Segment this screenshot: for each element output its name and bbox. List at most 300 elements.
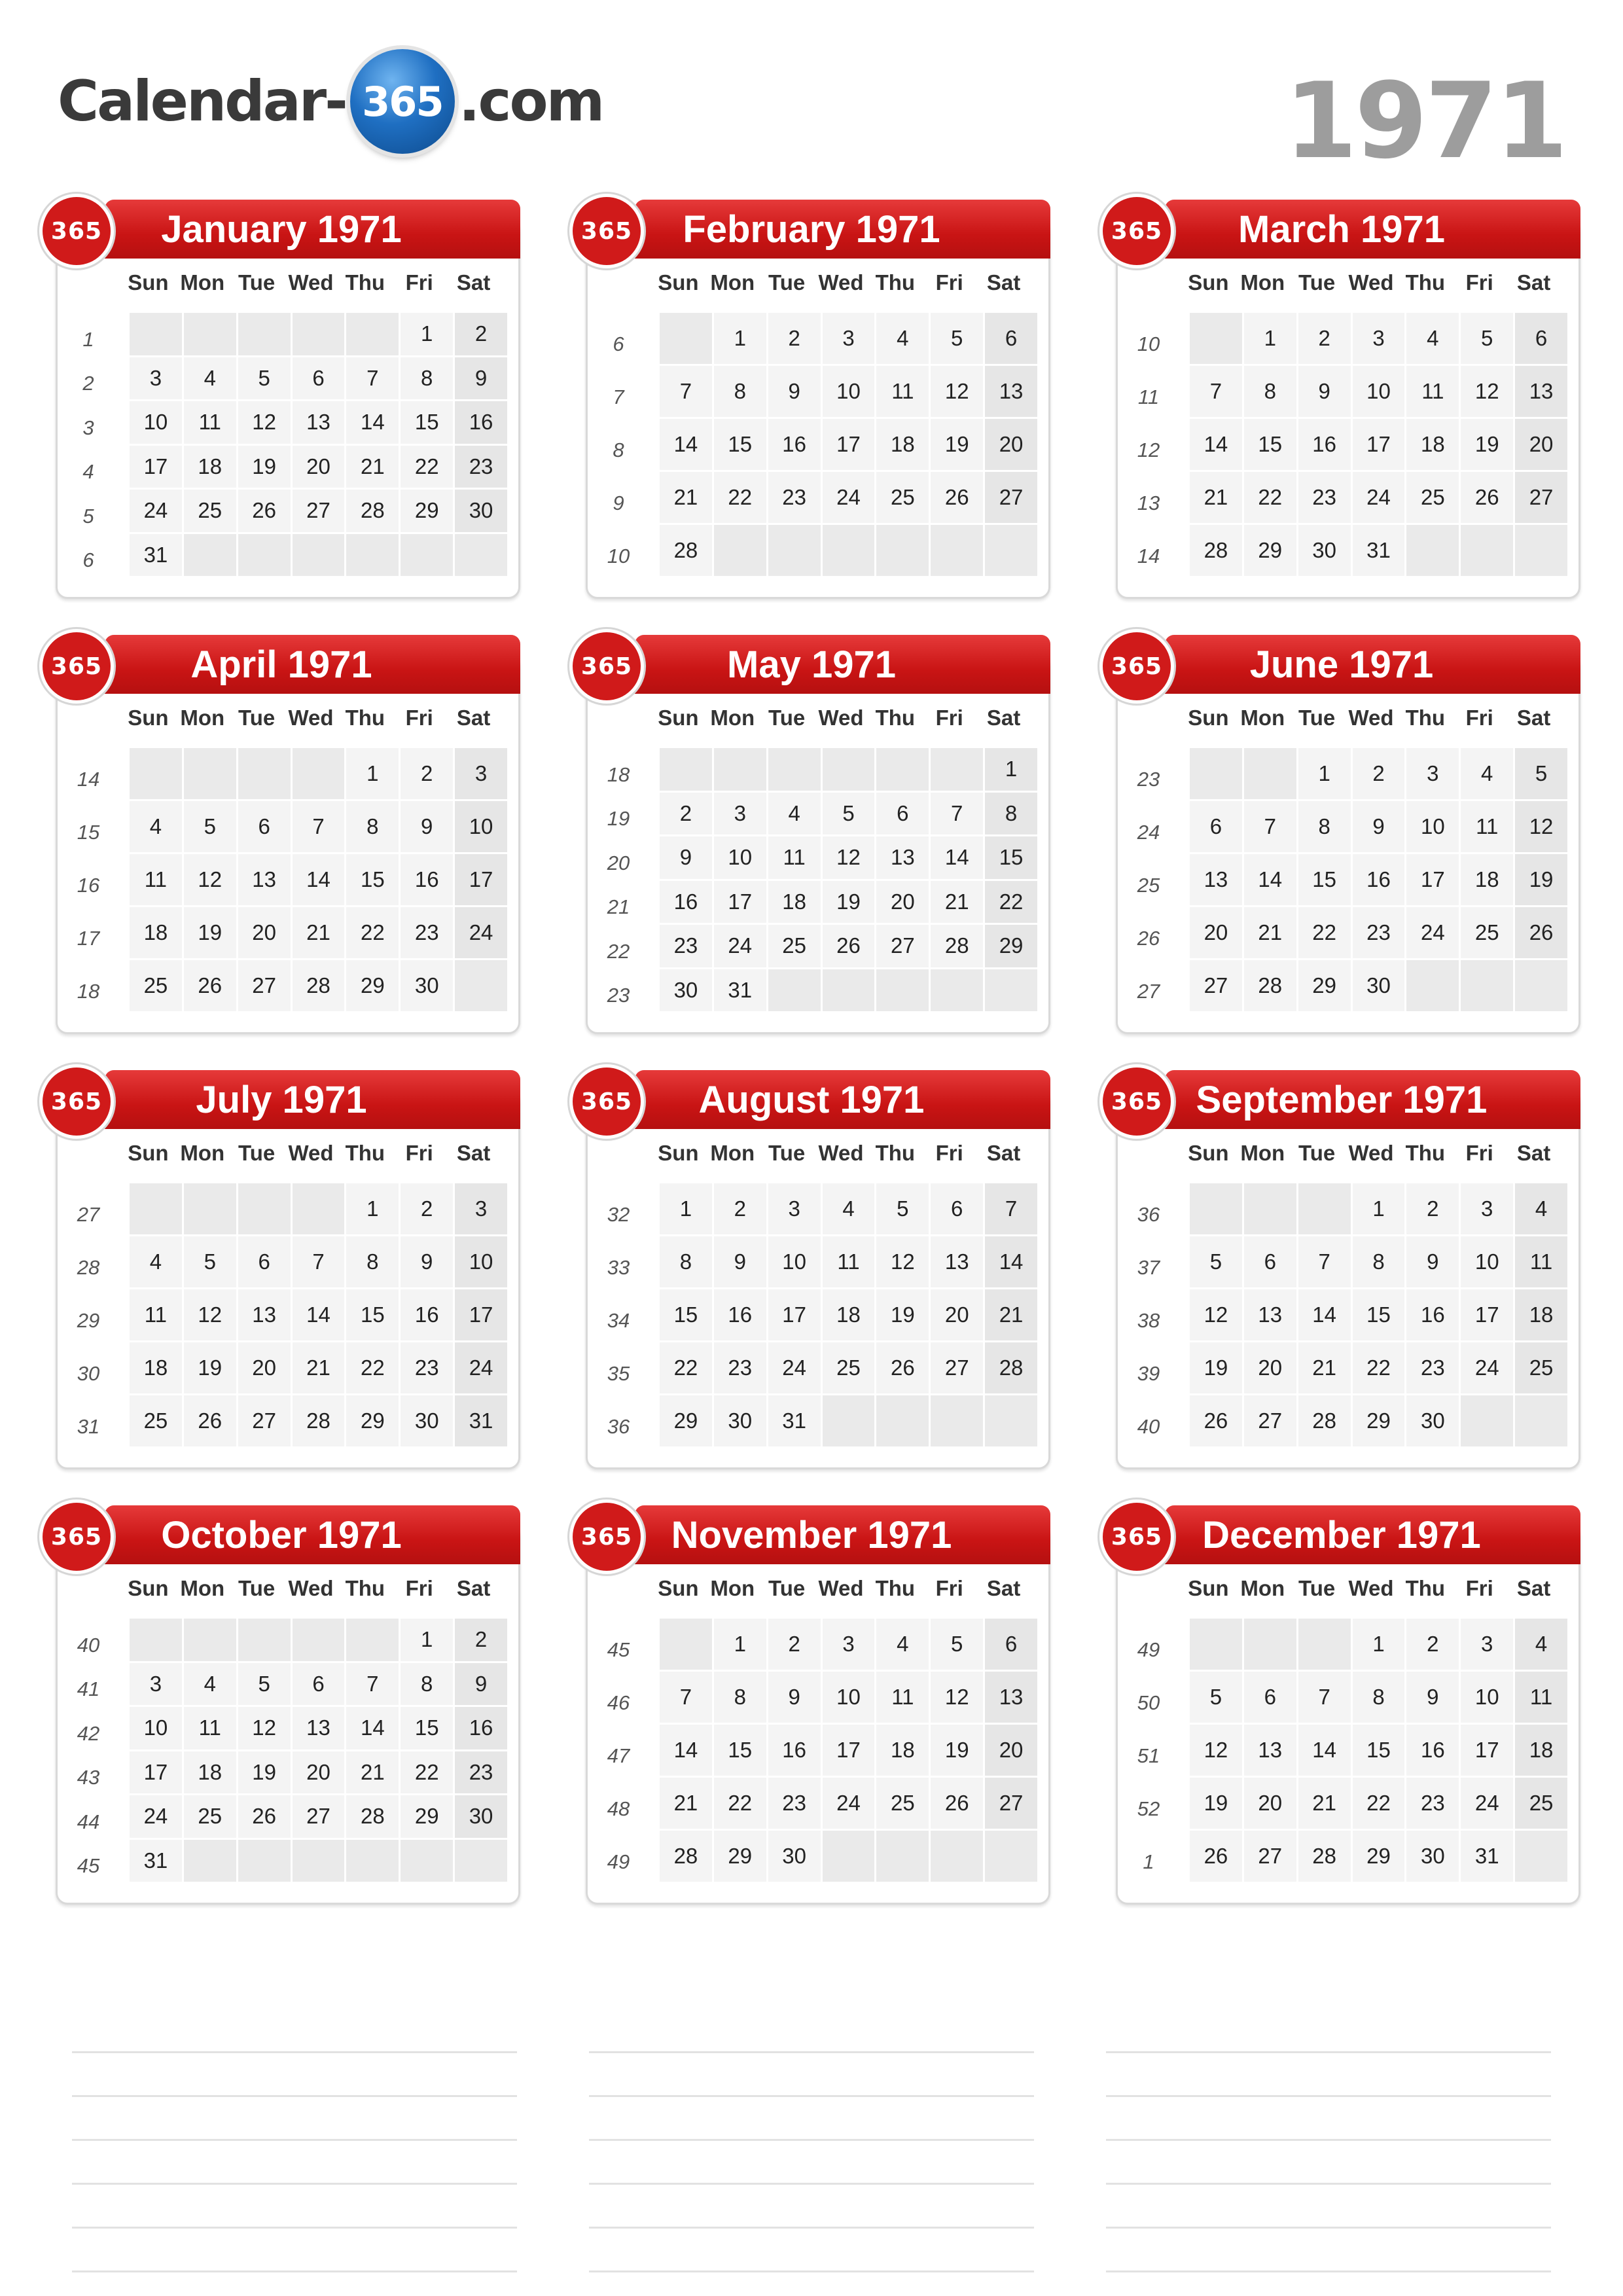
day-cell: 15	[401, 1707, 455, 1751]
week-number: 28	[77, 1255, 100, 1279]
empty-day-cell	[130, 313, 184, 357]
empty-day-cell	[823, 525, 877, 578]
day-cell: 1	[1353, 1183, 1407, 1236]
empty-day-cell	[455, 534, 509, 579]
week-number: 5	[82, 504, 94, 528]
day-cell: 27	[1190, 960, 1244, 1013]
day-cell: 23	[401, 1342, 455, 1395]
weekday-label: Sat	[456, 706, 491, 730]
day-cell: 22	[660, 1342, 714, 1395]
day-cell: 13	[876, 836, 931, 881]
day-cell: 17	[714, 881, 768, 925]
day-cell: 2	[455, 1619, 509, 1663]
week-number: 38	[1137, 1308, 1160, 1332]
day-cell: 5	[1515, 748, 1569, 801]
weekday-label: Sun	[1188, 1576, 1229, 1600]
empty-day-cell	[455, 960, 509, 1013]
empty-day-cell	[985, 1831, 1039, 1884]
day-cell: 8	[985, 793, 1039, 837]
day-cell: 13	[1515, 366, 1569, 419]
day-cell: 20	[238, 1342, 293, 1395]
day-cell: 16	[660, 881, 714, 925]
week-number: 48	[607, 1797, 630, 1820]
weekday-header	[651, 1576, 1031, 1601]
weekday-label: Wed	[818, 1576, 864, 1600]
empty-day-cell	[931, 969, 985, 1014]
day-cell: 7	[660, 1672, 714, 1725]
note-line	[72, 2097, 517, 2141]
day-cell: 2	[660, 793, 714, 837]
day-cell: 2	[1406, 1183, 1461, 1236]
day-cell: 5	[931, 1619, 985, 1672]
day-cell: 11	[768, 836, 823, 881]
day-cell: 13	[985, 1672, 1039, 1725]
day-cell: 8	[401, 1663, 455, 1708]
weekday-label: Sat	[1516, 1576, 1551, 1600]
empty-day-cell	[931, 748, 985, 793]
empty-day-cell	[1461, 960, 1515, 1013]
day-cell: 14	[346, 401, 401, 446]
weekday-header	[1181, 1141, 1561, 1166]
day-cell: 19	[1461, 419, 1515, 472]
day-cell: 10	[823, 1672, 877, 1725]
day-cell: 13	[238, 1289, 293, 1342]
week-number: 13	[1137, 491, 1160, 514]
empty-day-cell	[931, 525, 985, 578]
day-cell: 11	[1406, 366, 1461, 419]
day-cell: 8	[714, 366, 768, 419]
day-cell: 14	[293, 854, 347, 907]
notes-area	[72, 2009, 1551, 2258]
empty-day-cell	[184, 534, 238, 579]
day-cell: 4	[823, 1183, 877, 1236]
day-cell: 13	[931, 1236, 985, 1289]
week-number: 19	[607, 807, 630, 831]
empty-day-cell	[876, 525, 931, 578]
month-calendar	[1103, 635, 1580, 1034]
logo-badge-number: 365	[362, 77, 443, 126]
note-line	[1106, 2009, 1551, 2053]
day-cell: 14	[660, 419, 714, 472]
day-cell: 19	[1515, 854, 1569, 907]
weekday-label: Thu	[875, 706, 916, 730]
day-cell: 26	[931, 472, 985, 525]
day-cell: 22	[1353, 1778, 1407, 1831]
day-cell: 3	[130, 1663, 184, 1708]
day-cell: 30	[714, 1395, 768, 1448]
day-cell: 11	[1515, 1236, 1569, 1289]
day-cell: 3	[823, 313, 877, 366]
day-cell: 29	[1298, 960, 1353, 1013]
weekday-label: Sun	[128, 706, 169, 730]
empty-day-cell	[931, 1395, 985, 1448]
day-cell: 12	[1461, 366, 1515, 419]
week-number: 35	[607, 1361, 630, 1385]
day-cell: 21	[985, 1289, 1039, 1342]
day-cell: 23	[455, 446, 509, 490]
day-cell: 4	[876, 313, 931, 366]
weekday-label: Sat	[986, 1576, 1021, 1600]
note-line	[1106, 2097, 1551, 2141]
week-numbers	[592, 1623, 645, 1888]
day-cell: 9	[660, 836, 714, 881]
weekday-label: Fri	[935, 1141, 963, 1165]
day-cell: 26	[1190, 1831, 1244, 1884]
day-cell: 4	[130, 1236, 184, 1289]
badge-icon	[1103, 1503, 1171, 1571]
day-cell: 4	[876, 1619, 931, 1672]
day-cell: 27	[293, 490, 347, 534]
empty-day-cell	[293, 534, 347, 579]
empty-day-cell	[293, 313, 347, 357]
empty-day-cell	[1298, 1183, 1353, 1236]
day-cell: 31	[714, 969, 768, 1014]
week-numbers	[1122, 753, 1175, 1018]
day-cell: 15	[985, 836, 1039, 881]
day-cell: 10	[768, 1236, 823, 1289]
empty-day-cell	[238, 1183, 293, 1236]
day-cell: 3	[823, 1619, 877, 1672]
day-cell: 21	[660, 1778, 714, 1831]
weekday-label: Fri	[935, 1576, 963, 1600]
week-number: 34	[607, 1308, 630, 1332]
day-cell: 24	[130, 490, 184, 534]
month-title: March 1971	[1238, 207, 1445, 251]
day-cell: 4	[1515, 1183, 1569, 1236]
days-grid	[1190, 313, 1569, 578]
weekday-label: Mon	[710, 706, 755, 730]
badge-icon	[43, 197, 111, 265]
week-numbers	[1122, 1188, 1175, 1453]
empty-day-cell	[714, 525, 768, 578]
day-cell: 13	[985, 366, 1039, 419]
week-number: 40	[77, 1633, 100, 1657]
empty-day-cell	[401, 1840, 455, 1884]
day-cell: 18	[876, 419, 931, 472]
empty-day-cell	[130, 1619, 184, 1663]
day-cell: 30	[401, 1395, 455, 1448]
day-cell: 19	[876, 1289, 931, 1342]
note-line	[589, 2009, 1034, 2053]
empty-day-cell	[1515, 1395, 1569, 1448]
badge-icon	[43, 632, 111, 700]
day-cell: 1	[714, 1619, 768, 1672]
day-cell: 25	[768, 925, 823, 969]
badge-icon	[43, 1503, 111, 1571]
badge-icon	[573, 632, 641, 700]
weekday-label: Wed	[818, 1141, 864, 1165]
week-number: 45	[607, 1638, 630, 1661]
badge-number: 365	[1111, 653, 1163, 680]
month-calendar	[1103, 1505, 1580, 1905]
day-cell: 16	[1406, 1725, 1461, 1778]
day-cell: 23	[1406, 1342, 1461, 1395]
day-cell: 17	[768, 1289, 823, 1342]
day-cell: 25	[130, 1395, 184, 1448]
day-cell: 17	[823, 1725, 877, 1778]
day-cell: 5	[1190, 1236, 1244, 1289]
empty-day-cell	[1515, 960, 1569, 1013]
week-number: 30	[77, 1361, 100, 1385]
week-number: 31	[77, 1414, 100, 1438]
empty-day-cell	[876, 969, 931, 1014]
day-cell: 29	[1244, 525, 1298, 578]
month-header	[1165, 1505, 1580, 1564]
day-cell: 10	[455, 801, 509, 854]
day-cell: 5	[238, 357, 293, 402]
day-cell: 15	[401, 401, 455, 446]
day-cell: 14	[660, 1725, 714, 1778]
week-number: 21	[607, 895, 630, 919]
weekday-label: Wed	[1348, 1141, 1394, 1165]
day-cell: 12	[184, 854, 238, 907]
empty-day-cell	[768, 525, 823, 578]
month-title: June 1971	[1249, 643, 1434, 686]
month-calendar	[1103, 1070, 1580, 1469]
day-cell: 27	[931, 1342, 985, 1395]
note-line	[589, 2053, 1034, 2097]
day-cell: 30	[455, 1795, 509, 1840]
site-logo[interactable]	[58, 46, 603, 157]
day-cell: 16	[768, 419, 823, 472]
week-number: 10	[1137, 332, 1160, 355]
day-cell: 14	[1298, 1289, 1353, 1342]
badge-number: 365	[1111, 1088, 1163, 1115]
week-number: 6	[613, 332, 624, 355]
weekday-label: Mon	[710, 1141, 755, 1165]
empty-day-cell	[130, 748, 184, 801]
days-grid	[1190, 748, 1569, 1013]
badge-icon	[573, 1067, 641, 1136]
day-cell: 19	[1190, 1342, 1244, 1395]
day-cell: 3	[130, 357, 184, 402]
day-cell: 25	[1515, 1342, 1569, 1395]
day-cell: 1	[401, 313, 455, 357]
weekday-label: Mon	[1240, 1141, 1285, 1165]
day-cell: 15	[346, 1289, 401, 1342]
weekday-label: Thu	[875, 270, 916, 295]
badge-icon	[573, 1503, 641, 1571]
day-cell: 18	[1461, 854, 1515, 907]
days-grid	[660, 748, 1039, 1013]
note-line	[72, 2229, 517, 2272]
days-grid	[1190, 1183, 1569, 1448]
month-calendar	[43, 635, 520, 1034]
day-cell: 29	[985, 925, 1039, 969]
empty-day-cell	[823, 969, 877, 1014]
day-cell: 12	[931, 1672, 985, 1725]
day-cell: 5	[823, 793, 877, 837]
day-cell: 26	[184, 1395, 238, 1448]
day-cell: 24	[455, 1342, 509, 1395]
day-cell: 26	[823, 925, 877, 969]
empty-day-cell	[184, 1619, 238, 1663]
day-cell: 4	[1515, 1619, 1569, 1672]
day-cell: 4	[1406, 313, 1461, 366]
day-cell: 4	[1461, 748, 1515, 801]
weekday-label: Sun	[1188, 270, 1229, 295]
month-title: December 1971	[1202, 1513, 1481, 1556]
week-numbers	[62, 1188, 115, 1453]
day-cell: 17	[130, 446, 184, 490]
day-cell: 24	[1461, 1778, 1515, 1831]
day-cell: 13	[293, 1707, 347, 1751]
day-cell: 7	[346, 1663, 401, 1708]
day-cell: 18	[1406, 419, 1461, 472]
day-cell: 13	[1244, 1289, 1298, 1342]
day-cell: 13	[1190, 854, 1244, 907]
empty-day-cell	[1190, 1619, 1244, 1672]
week-number: 29	[77, 1308, 100, 1332]
week-number: 47	[607, 1744, 630, 1767]
day-cell: 1	[714, 313, 768, 366]
day-cell: 14	[1298, 1725, 1353, 1778]
weekday-label: Tue	[1298, 706, 1336, 730]
weekday-label: Sat	[456, 1141, 491, 1165]
week-number: 12	[1137, 438, 1160, 461]
empty-day-cell	[1244, 1183, 1298, 1236]
days-grid	[130, 1183, 509, 1448]
day-cell: 25	[1461, 907, 1515, 960]
day-cell: 23	[660, 925, 714, 969]
note-line	[72, 2185, 517, 2229]
week-number: 22	[607, 939, 630, 963]
day-cell: 19	[931, 1725, 985, 1778]
day-cell: 30	[1406, 1395, 1461, 1448]
day-cell: 7	[293, 1236, 347, 1289]
day-cell: 7	[985, 1183, 1039, 1236]
empty-day-cell	[455, 1840, 509, 1884]
empty-day-cell	[238, 313, 293, 357]
empty-day-cell	[238, 1619, 293, 1663]
day-cell: 21	[1244, 907, 1298, 960]
day-cell: 9	[1298, 366, 1353, 419]
badge-number: 365	[50, 1088, 103, 1115]
note-line	[1106, 2053, 1551, 2097]
day-cell: 23	[455, 1751, 509, 1796]
year-title: 1971	[1284, 60, 1565, 182]
note-line	[1106, 2185, 1551, 2229]
weekday-label: Mon	[180, 706, 225, 730]
empty-day-cell	[238, 748, 293, 801]
day-cell: 2	[1298, 313, 1353, 366]
day-cell: 14	[931, 836, 985, 881]
weekday-label: Mon	[180, 1141, 225, 1165]
weekday-label: Sun	[658, 1141, 699, 1165]
week-number: 36	[1137, 1202, 1160, 1226]
day-cell: 15	[714, 1725, 768, 1778]
day-cell: 20	[1190, 907, 1244, 960]
day-cell: 12	[238, 1707, 293, 1751]
weekday-label: Mon	[180, 1576, 225, 1600]
weekday-label: Sat	[1516, 1141, 1551, 1165]
weekday-header	[121, 1576, 501, 1601]
day-cell: 14	[985, 1236, 1039, 1289]
day-cell: 4	[184, 1663, 238, 1708]
empty-day-cell	[346, 1840, 401, 1884]
day-cell: 10	[130, 1707, 184, 1751]
day-cell: 28	[346, 490, 401, 534]
weekday-label: Fri	[405, 706, 433, 730]
day-cell: 1	[1353, 1619, 1407, 1672]
weekday-label: Sun	[658, 270, 699, 295]
day-cell: 10	[823, 366, 877, 419]
week-number: 23	[1137, 767, 1160, 791]
day-cell: 18	[130, 907, 184, 960]
day-cell: 11	[876, 1672, 931, 1725]
week-number: 27	[1137, 979, 1160, 1003]
week-number: 25	[1137, 873, 1160, 897]
day-cell: 16	[768, 1725, 823, 1778]
empty-day-cell	[985, 1395, 1039, 1448]
day-cell: 7	[931, 793, 985, 837]
day-cell: 12	[1190, 1725, 1244, 1778]
day-cell: 21	[1190, 472, 1244, 525]
note-line	[72, 2053, 517, 2097]
day-cell: 10	[714, 836, 768, 881]
day-cell: 5	[1190, 1672, 1244, 1725]
week-number: 6	[82, 548, 94, 572]
day-cell: 27	[985, 472, 1039, 525]
day-cell: 27	[238, 1395, 293, 1448]
weekday-label: Mon	[1240, 1576, 1285, 1600]
empty-day-cell	[346, 1619, 401, 1663]
week-number: 1	[82, 327, 94, 351]
day-cell: 18	[184, 1751, 238, 1796]
day-cell: 28	[293, 960, 347, 1013]
month-header	[1165, 1070, 1580, 1129]
empty-day-cell	[823, 1395, 877, 1448]
day-cell: 6	[1515, 313, 1569, 366]
weekday-header	[1181, 270, 1561, 295]
week-number: 8	[613, 438, 624, 461]
weekday-label: Sat	[1516, 270, 1551, 295]
logo-text-right: .com	[458, 69, 603, 134]
weekday-label: Sun	[128, 1576, 169, 1600]
day-cell: 28	[985, 1342, 1039, 1395]
day-cell: 8	[1353, 1236, 1407, 1289]
day-cell: 17	[1461, 1289, 1515, 1342]
empty-day-cell	[293, 1840, 347, 1884]
day-cell: 25	[184, 1795, 238, 1840]
badge-number: 365	[1111, 217, 1163, 245]
week-number: 17	[77, 926, 100, 950]
weekday-label: Fri	[1465, 1576, 1493, 1600]
day-cell: 7	[1190, 366, 1244, 419]
empty-day-cell	[1515, 1831, 1569, 1884]
empty-day-cell	[660, 748, 714, 793]
weekday-header	[1181, 706, 1561, 730]
day-cell: 9	[768, 366, 823, 419]
weekday-label: Sun	[658, 706, 699, 730]
day-cell: 8	[346, 1236, 401, 1289]
badge-number: 365	[580, 653, 633, 680]
badge-number: 365	[580, 217, 633, 245]
weekday-label: Tue	[768, 270, 806, 295]
week-number: 4	[82, 460, 94, 484]
day-cell: 2	[1353, 748, 1407, 801]
week-number: 49	[1137, 1638, 1160, 1661]
badge-icon	[1103, 197, 1171, 265]
empty-day-cell	[346, 313, 401, 357]
day-cell: 21	[293, 1342, 347, 1395]
day-cell: 27	[1244, 1395, 1298, 1448]
day-cell: 6	[293, 1663, 347, 1708]
day-cell: 2	[401, 748, 455, 801]
day-cell: 6	[985, 313, 1039, 366]
day-cell: 8	[660, 1236, 714, 1289]
weekday-label: Wed	[288, 270, 334, 295]
